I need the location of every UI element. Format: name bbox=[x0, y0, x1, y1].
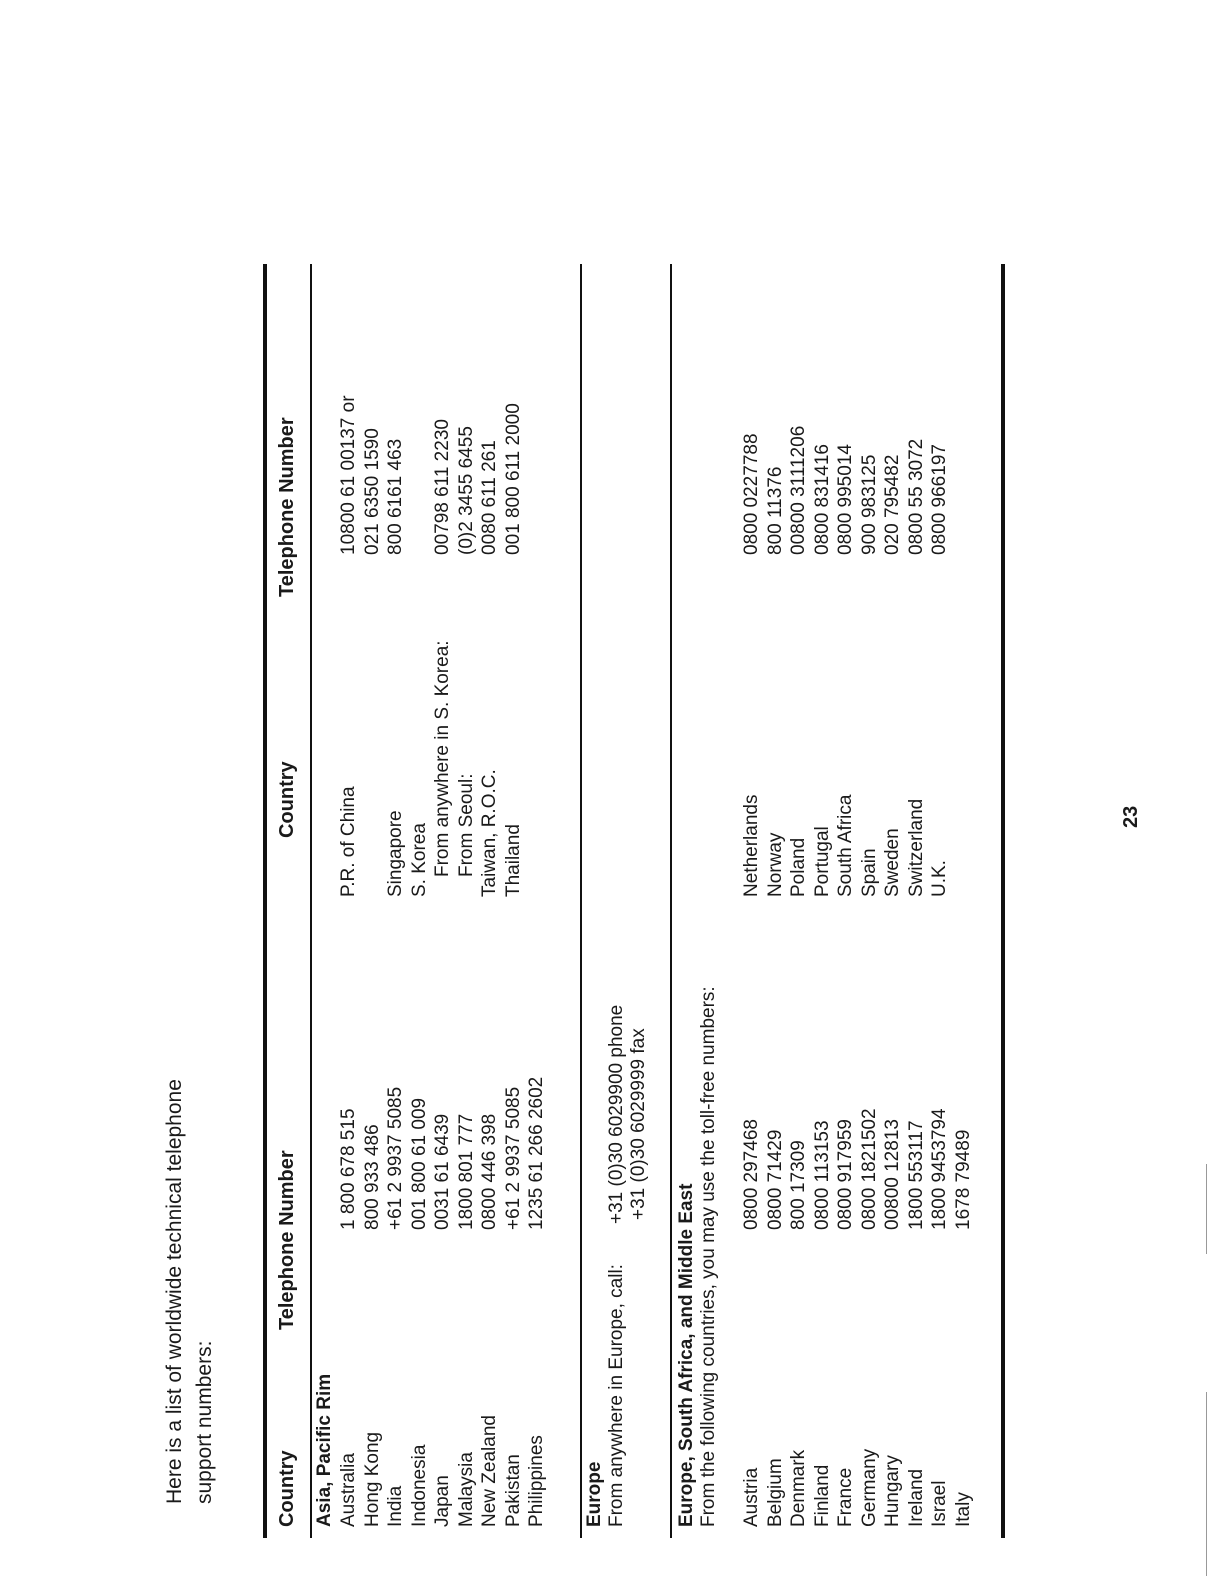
list-item: Singapore bbox=[385, 810, 406, 897]
europe-section-title: Europe bbox=[584, 1461, 605, 1527]
list-item: 800 17309 bbox=[788, 1140, 809, 1230]
list-item: Sweden bbox=[882, 828, 903, 897]
list-item: Hong Kong bbox=[361, 1431, 383, 1527]
emea-rule bbox=[670, 264, 672, 1538]
list-item: Ireland bbox=[905, 1468, 927, 1527]
emea-section-title: Europe, South Africa, and Middle East bbox=[676, 1183, 697, 1527]
list-item: 0800 1821502 bbox=[858, 1108, 880, 1230]
list-item: U.K. bbox=[929, 860, 950, 897]
list-item: Austria bbox=[741, 1467, 762, 1527]
list-item: 1800 801 777 bbox=[455, 1113, 477, 1230]
list-item: 00800 3111206 bbox=[788, 425, 809, 555]
list-item: Portugal bbox=[811, 826, 833, 897]
list-item: Spain bbox=[858, 848, 880, 897]
list-item: Norway bbox=[764, 832, 786, 897]
asia-number-list-1 bbox=[337, 1077, 549, 1230]
europe-rule bbox=[580, 264, 582, 1538]
list-item: 1 800 678 515 bbox=[338, 1108, 359, 1230]
list-item: 021 6350 1590 bbox=[361, 428, 383, 555]
list-item: 020 795482 bbox=[882, 454, 903, 555]
list-item: 0800 966197 bbox=[929, 444, 950, 555]
header-bottom-rule bbox=[310, 264, 312, 1538]
intro-text: Here is a list of worldwide technical telephone support numbers: bbox=[163, 1079, 216, 1504]
page-number: 23 bbox=[1120, 805, 1142, 828]
list-item: 0800 113153 bbox=[811, 1120, 833, 1230]
list-item: 0031 61 6439 bbox=[432, 1113, 453, 1230]
europe-phone: +31 (0)30 6029900 phone bbox=[606, 1004, 627, 1224]
list-item: Italy bbox=[952, 1492, 974, 1527]
list-item: +61 2 9937 5085 bbox=[385, 1086, 406, 1230]
table-bottom-rule bbox=[1001, 264, 1005, 1538]
list-item: 0800 995014 bbox=[835, 444, 856, 555]
list-item: +61 2 9937 5085 bbox=[502, 1086, 524, 1230]
list-item: 800 933 486 bbox=[361, 1124, 383, 1230]
list-item: 001 800 61 009 bbox=[408, 1097, 430, 1230]
list-item: Indonesia bbox=[408, 1444, 430, 1527]
list-item: Switzerland bbox=[905, 798, 927, 897]
list-item: 0800 0227788 bbox=[741, 433, 762, 555]
list-item: 1678 79489 bbox=[952, 1129, 974, 1230]
list-item: 10800 61 00137 or bbox=[338, 395, 359, 555]
emea-subtitle: From the following countries, you may use the toll-free numbers: bbox=[698, 986, 719, 1527]
list-item: 0800 917959 bbox=[835, 1119, 856, 1230]
list-item: 00800 12813 bbox=[882, 1119, 903, 1230]
header-top-rule bbox=[263, 264, 267, 1538]
header-phone-2: Telephone Number bbox=[276, 417, 298, 597]
list-item: Finland bbox=[811, 1464, 833, 1527]
list-item: 00798 611 2230 bbox=[432, 419, 453, 555]
emea-country-list-2 bbox=[740, 795, 952, 897]
scan-mark-mid bbox=[1206, 1164, 1207, 1254]
list-item: 0800 71429 bbox=[764, 1129, 786, 1230]
asia-country-list-2 bbox=[337, 640, 525, 897]
list-item: From anywhere in S. Korea: bbox=[432, 640, 453, 877]
list-item: 001 800 611 2000 bbox=[502, 403, 524, 555]
list-item: (0)2 3455 6455 bbox=[455, 426, 477, 555]
list-item: Israel bbox=[929, 1480, 950, 1527]
asia-section-title: Asia, Pacific Rim bbox=[314, 1373, 335, 1527]
europe-fax: +31 (0)30 6029999 fax bbox=[628, 1028, 649, 1220]
list-item: France bbox=[835, 1467, 856, 1527]
emea-country-list-1 bbox=[740, 1449, 975, 1527]
list-item: S. Korea bbox=[408, 823, 430, 897]
list-item: Germany bbox=[858, 1448, 880, 1527]
scan-mark-left bbox=[1206, 1392, 1207, 1576]
header-country-2: Country bbox=[276, 761, 298, 838]
list-item: Japan bbox=[432, 1475, 453, 1527]
list-item: 800 6161 463 bbox=[385, 438, 406, 555]
list-item: Taiwan, R.O.C. bbox=[479, 769, 500, 897]
list-item: Malaysia bbox=[455, 1452, 477, 1527]
list-item: Thailand bbox=[502, 824, 524, 897]
list-item: South Africa bbox=[835, 794, 856, 897]
list-item: New Zealand bbox=[479, 1415, 500, 1527]
list-item: 1800 553117 bbox=[905, 1120, 927, 1230]
list-item: India bbox=[385, 1485, 406, 1527]
asia-country-list-1 bbox=[337, 1415, 549, 1527]
list-item: Poland bbox=[788, 837, 809, 897]
list-item: P.R. of China bbox=[338, 786, 359, 897]
list-item: 800 11376 bbox=[764, 466, 786, 555]
list-item: 0800 446 398 bbox=[479, 1113, 500, 1230]
list-item: Netherlands bbox=[741, 794, 762, 897]
list-item bbox=[408, 395, 432, 555]
list-item: Australia bbox=[338, 1453, 359, 1527]
europe-call-label: From anywhere in Europe, call: bbox=[606, 1264, 627, 1527]
list-item: Belgium bbox=[764, 1458, 786, 1527]
header-country-1: Country bbox=[276, 1450, 298, 1527]
list-item: 0080 611 261 bbox=[479, 440, 500, 555]
list-item: Hungary bbox=[882, 1455, 903, 1527]
list-item: 0800 55 3072 bbox=[905, 438, 927, 555]
list-item: Pakistan bbox=[502, 1454, 524, 1527]
list-item: From Seoul: bbox=[455, 773, 477, 877]
list-item: Denmark bbox=[788, 1449, 809, 1527]
list-item: 1235 61 266 2602 bbox=[526, 1076, 547, 1230]
list-item: 1800 9453794 bbox=[929, 1108, 950, 1230]
list-item: 0800 297468 bbox=[741, 1119, 762, 1230]
asia-number-list-2 bbox=[337, 395, 525, 555]
list-item bbox=[361, 640, 385, 897]
list-item: Philippines bbox=[526, 1435, 547, 1527]
list-item: 0800 831416 bbox=[811, 444, 833, 555]
emea-number-list-2 bbox=[740, 426, 952, 555]
list-item: 900 983125 bbox=[858, 454, 880, 555]
header-phone-1: Telephone Number bbox=[276, 1150, 298, 1330]
emea-number-list-1 bbox=[740, 1108, 975, 1230]
